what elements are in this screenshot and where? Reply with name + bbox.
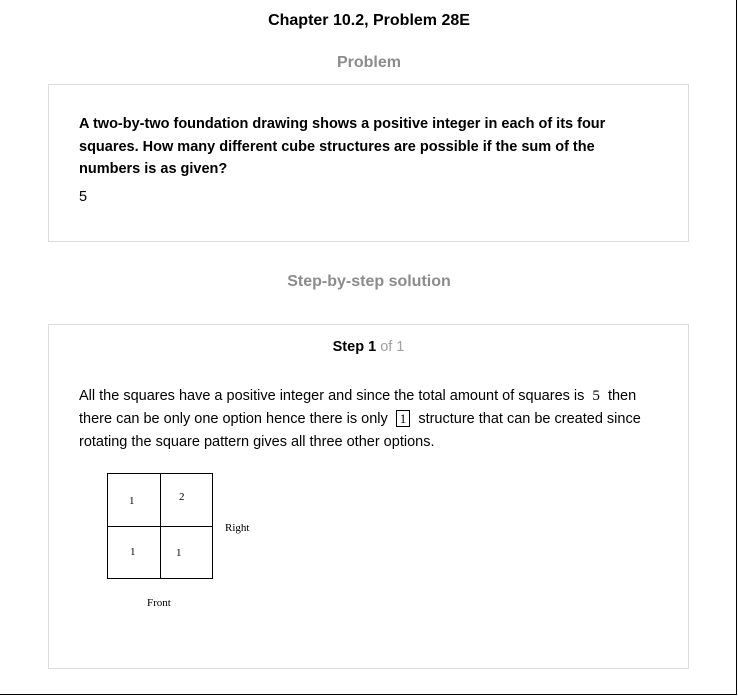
solution-text-part3: structure that can be created since rotating the square pattern gives all three other options.: [79, 411, 641, 450]
solution-text-part2: then there can be only one option hence there is only: [79, 388, 637, 427]
chapter-title: Chapter 10.2, Problem 28E: [268, 12, 470, 29]
step-label: Step: [332, 339, 365, 355]
foundation-drawing: [107, 473, 307, 623]
grid-cell-bottom-left: 1: [130, 546, 136, 558]
solution-card: [48, 324, 689, 669]
problem-card: [48, 84, 689, 242]
label-right: Right: [225, 522, 250, 534]
grid-cell-top-right: 2: [179, 491, 185, 503]
sum-value: 5: [592, 388, 600, 404]
foundation-grid: [107, 473, 213, 579]
grid-cell-top-left: 1: [129, 495, 135, 507]
step-number: 1: [368, 339, 377, 355]
problem-text: A two-by-two foundation drawing shows a positive integer in each of its four squares. How many different cube structures are possible if the sum of the numbers is as given?: [79, 116, 606, 177]
step-title: [49, 339, 688, 355]
answer-box: 1: [396, 410, 411, 427]
solution-text: [79, 385, 669, 454]
grid-cell-bottom-right: 1: [176, 547, 182, 559]
step-total: of 1: [380, 339, 405, 355]
problem-heading: Problem: [336, 54, 401, 71]
grid-horizontal-divider: [108, 526, 212, 527]
problem-value: 5: [79, 189, 88, 205]
label-front: Front: [147, 597, 171, 609]
solution-text-part1: All the squares have a positive integer and since the total amount of squares is: [79, 388, 585, 404]
solution-heading: Step-by-step solution: [287, 273, 451, 290]
